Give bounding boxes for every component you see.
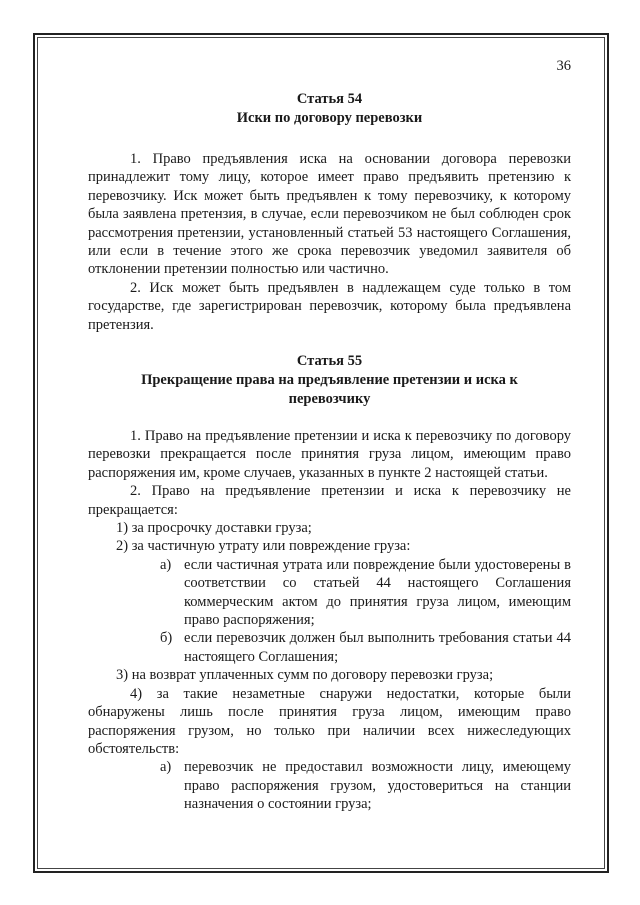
list-item-4: 4) за такие незаметные снаружи недостатки, которые были обнаружены лишь после принятия груза лицом, имеющим право распоряжения грузом, но только при наличии всех нижеследующих обстоятельств: xyxy=(88,685,571,757)
article-54-paragraph-2: 2. Иск может быть предъявлен в надлежащем суде только в том государстве, где зарегистрирован перевозчик, которому была предъявлена претензия. xyxy=(88,279,571,333)
article-54-title: Статья 54 xyxy=(296,91,363,107)
sub-item-4a-text: перевозчик не предоставил возможности лицу, имеющему право распоряжения грузом, удостовериться на станции назначения о состоянии груза; xyxy=(184,759,571,813)
sub-item-2a-text: если частичная утрата или повреждение были удостоверены в соответствии со статьей 44 настоящего Соглашения коммерческим актом до принятия груза лицом, имеющим право распоряжения; xyxy=(184,556,571,629)
article-54-subtitle: Иски по договору перевозки xyxy=(236,110,423,126)
article-55-paragraph-1: 1. Право на предъявление претензии и иска к перевозчику по договору перевозки прекращается после принятия груза лицом, имеющим право распоряжения им, кроме случаев, указанных в пункте 2 настоящей статьи. xyxy=(88,428,571,481)
list-item-3: 3) на возврат уплаченных сумм по договору перевозки груза; xyxy=(116,667,494,684)
list-item-2: 2) за частичную утрату или повреждение груза: xyxy=(116,538,411,555)
article-54-paragraph-1: 1. Право предъявления иска на основании договора перевозки принадлежит тому лицу, которое имеет право предъявить претензию к перевозчику. Иск может быть предъявлен к тому перевозчику, к которому была заявлена претензия, в случае, если перевозчиком не был соблюден срок рассмотрения претензии, установленный статьей 53 настоящего Соглашения, или если в течение этого же срока перевозчик уведомил заявителя об отклонении претензии полностью или частично. xyxy=(88,151,571,278)
sub-item-2a xyxy=(88,556,571,630)
article-54 xyxy=(88,90,571,334)
article-55-subtitle-line-2: перевозчику xyxy=(288,391,371,407)
sub-item-4a-marker: а) xyxy=(160,759,172,776)
sub-item-4a xyxy=(88,758,571,813)
article-55 xyxy=(88,352,571,814)
sub-item-2b-text: если перевозчик должен был выполнить требования статьи 44 настоящего Соглашения; xyxy=(184,630,571,665)
article-55-title: Статья 55 xyxy=(296,353,363,369)
sub-item-2a-marker: а) xyxy=(160,556,172,573)
sub-item-2b xyxy=(88,629,571,666)
list-item-1: 1) за просрочку доставки груза; xyxy=(116,520,312,537)
page-number: 36 xyxy=(556,58,571,74)
article-55-paragraph-2: 2. Право на предъявление претензии и иска к перевозчику не прекращается: xyxy=(88,483,571,518)
sub-item-2b-marker: б) xyxy=(160,630,173,647)
article-55-subtitle-line-1: Прекращение права на предъявление претензии и иска к xyxy=(141,372,518,388)
